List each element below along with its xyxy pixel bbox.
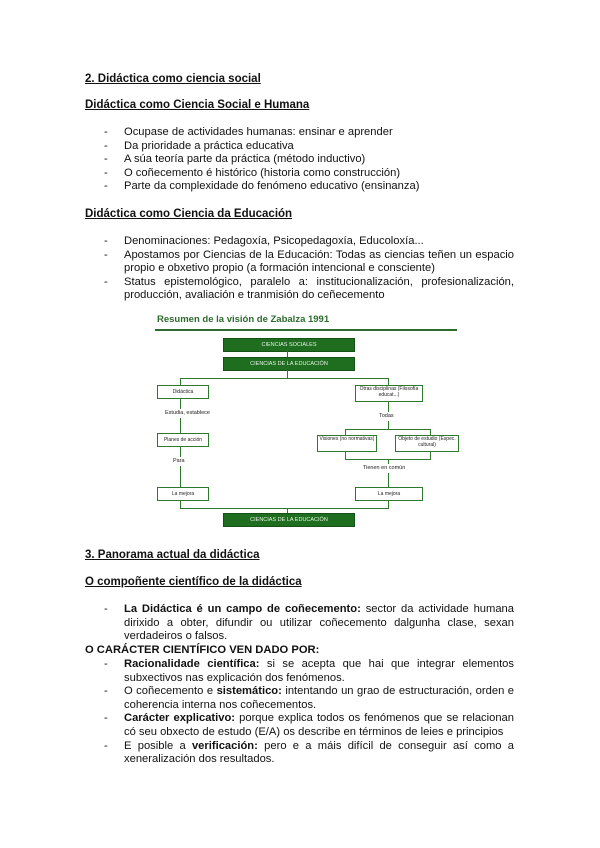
item-bold: Carácter explicativo:: [124, 712, 236, 725]
box-education-sciences-bottom: CIENCIAS DE LA EDUCACIÓN: [223, 513, 355, 527]
connector: [430, 451, 431, 459]
list-social-human: [104, 126, 524, 194]
list-item: [104, 685, 514, 712]
subheading-education-science: Didáctica como Ciencia da Educación: [85, 208, 293, 220]
diagram-rule: [155, 329, 457, 331]
diagram-title: Resumen de la visión de Zabalza 1991: [157, 314, 330, 325]
box-action-plans: Planes de acción: [157, 433, 209, 447]
list-item: - Ocupase de actividades humanas: ensinar e aprender: [104, 126, 524, 140]
section-3-heading: 3. Panorama actual da didáctica: [85, 549, 260, 561]
list-item: [104, 658, 514, 685]
box-visions: Visiones (no normativas): [317, 435, 377, 452]
item-bold: Racionalidade científica:: [124, 658, 260, 670]
term-text: sector da actividade humana dirixido a obter, difundir ou utilizar coñecemento dalgunha clase, sexan verdadeiros o falsos.: [124, 603, 514, 643]
connector: [388, 500, 389, 508]
list-item: - A súa teoría parte da práctica (método inductivo): [104, 153, 524, 167]
caps-heading: O CARÁCTER CIENTÍFICO VEN DADO POR:: [85, 644, 320, 656]
item-bold: sistemático:: [216, 685, 282, 698]
connector: [287, 370, 288, 378]
box-improvement-left: La mejora: [157, 487, 209, 501]
subheading-scientific-component: O compoñente científico de la didáctica: [85, 576, 302, 588]
list-item: - O coñecemento é histórico (historia como construcción): [104, 167, 524, 181]
connector: [180, 398, 181, 409]
item-bold: verificación:: [191, 739, 258, 752]
list-item: - Denominaciones: Pedagoxía, Psicopedagoxía, Educoloxía...: [104, 235, 514, 249]
label-in-common: Tienen en común: [363, 465, 406, 471]
item-pre: E posible a: [124, 739, 192, 752]
connector: [180, 418, 181, 433]
box-education-sciences-top: CIENCIAS DE LA EDUCACIÓN: [223, 357, 355, 371]
label-for: Para: [173, 458, 185, 464]
item-rest: si se acepta que hai que integrar elementos subxectivos nas explicación dos fenómenos.: [124, 658, 514, 684]
list-item: - Apostamos por Ciencias de la Educación: Todas as ciencias teñen un espacio propio e obxetivo propio (a formación intencional e consciente): [104, 249, 514, 276]
term-bold: La Didáctica é un campo de coñecemento:: [124, 603, 361, 615]
connector: [388, 421, 389, 429]
connector: [180, 378, 388, 379]
list-item: - Da prioridade a práctica educativa: [104, 140, 524, 154]
list-field-of-knowledge: [104, 603, 514, 644]
box-social-sciences: CIENCIAS SOCIALES: [223, 338, 355, 352]
connector: [388, 401, 389, 412]
zabalza-diagram: [155, 312, 460, 534]
list-scientific-character: [104, 658, 514, 767]
list-item: - Status epistemológico, paralelo a: institucionalización, profesionalización, producción, avaliación e tranmisión do ceñecemento: [104, 276, 514, 303]
item-pre: O coñecemento e: [124, 685, 217, 698]
list-item: [104, 712, 514, 739]
box-improvement-right: La mejora: [355, 487, 423, 501]
box-other-disciplines: Otras disciplinas (Filosofía educat...): [355, 385, 423, 402]
item-rest: porque explica todos os fenómenos que se relacionan có seu obxecto de estudo (E/A) os describe en términos de leies e principios: [124, 712, 515, 738]
list-education-science: [104, 235, 514, 303]
connector: [180, 466, 181, 487]
connector: [388, 473, 389, 487]
item-rest: intentando un grao de estructuración, orden e coherencia interna nos coñecementos.: [124, 685, 514, 711]
connector: [388, 459, 389, 464]
box-object-of-study: Objeto de estudio (Espec. cultural): [395, 435, 459, 452]
item-rest: pero e a máis difícil de conseguir así como a xeneralización dos resultados.: [124, 739, 514, 766]
subheading-social-human: Didáctica como Ciencia Social e Humana: [85, 99, 310, 111]
list-item: [104, 603, 514, 644]
connector: [345, 429, 430, 430]
label-studies: Estudia, establece: [165, 410, 210, 416]
list-item: - Parte da complexidade do fenómeno educativo (ensinanza): [104, 180, 524, 194]
section-2-heading: 2. Didáctica como ciencia social: [85, 73, 261, 85]
connector: [180, 508, 389, 509]
connector: [180, 500, 181, 508]
connector: [180, 446, 181, 457]
connector: [345, 451, 346, 459]
list-item: [104, 740, 514, 767]
label-all: Todas: [379, 413, 394, 419]
box-didactica: Didáctica: [157, 385, 209, 399]
